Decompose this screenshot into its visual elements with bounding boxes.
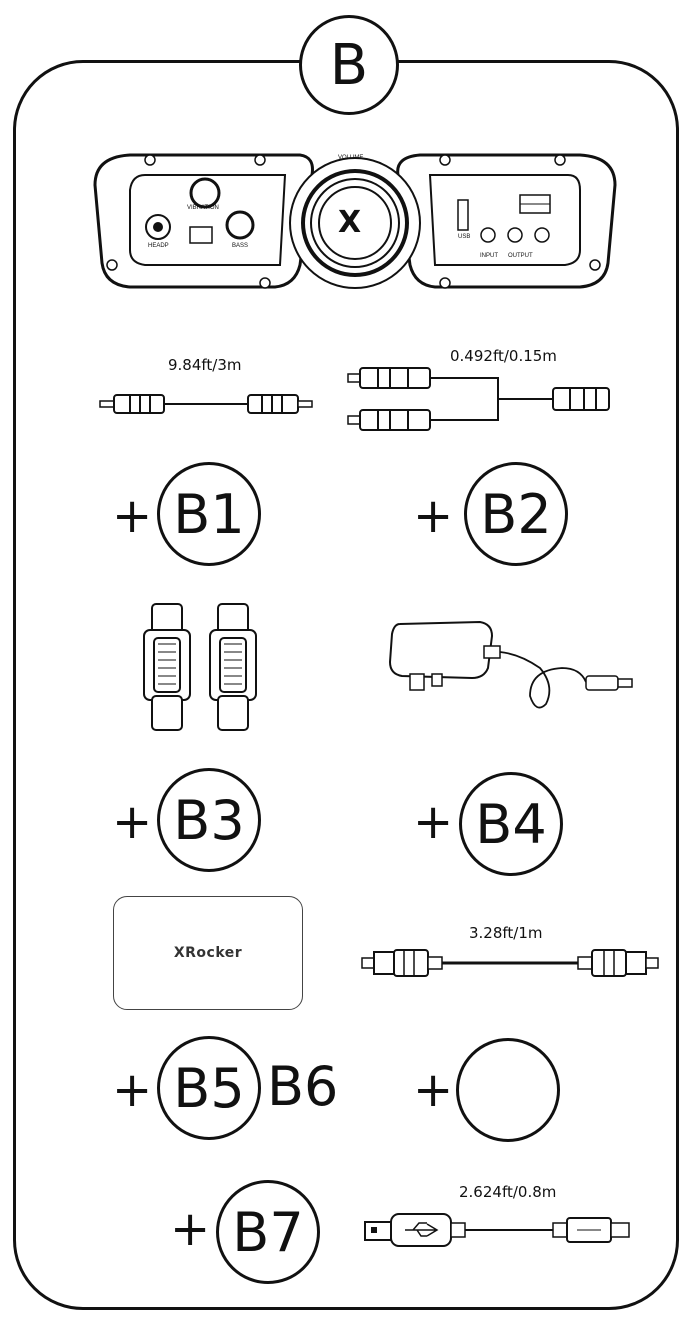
usb-label: USB [458,234,471,240]
xrocker-logo: XRocker [173,945,243,961]
bass-label: BASS [232,243,249,249]
part-label-b1: B1 [157,462,261,566]
plus-b2: + [413,488,454,544]
usb-cable-b7 [365,1212,635,1248]
power-adapter-b4 [380,618,640,718]
part-label-b5: B5 [157,1036,261,1140]
plus-blank: + [413,1062,454,1118]
control-panel-logo: X [338,205,362,240]
rca-couplers-b3 [140,600,270,740]
plus-b1: + [112,488,153,544]
b7-cable-length: 2.624ft/0.8m [459,1183,557,1201]
headphone-label: HEADP [148,243,169,249]
part-label-b6: B6 [267,1055,339,1118]
plus-b5: + [112,1062,153,1118]
b1-cable-length: 9.84ft/3m [168,356,242,374]
optical-cable-length: 3.28ft/1m [469,924,543,942]
part-label-b2: B2 [464,462,568,566]
part-label-b4: B4 [459,772,563,876]
part-label-b3: B3 [157,768,261,872]
plus-b4: + [413,794,454,850]
part-label-blank [456,1038,560,1142]
rca-splitter-b2 [348,368,618,434]
rca-cable-b1 [100,392,315,416]
b2-cable-length: 0.492ft/0.15m [450,347,557,365]
optical-cable [362,948,662,978]
part-label-b7: B7 [216,1180,320,1284]
plus-b7: + [170,1201,211,1257]
plus-b3: + [112,794,153,850]
vibration-label: VIBRATION [187,205,219,211]
input-label: INPUT [480,253,498,259]
output-label: OUTPUT [508,253,533,259]
section-badge: B [299,15,399,115]
volume-label: VOLUME [338,155,364,161]
remote-card-b5 [113,896,303,1010]
